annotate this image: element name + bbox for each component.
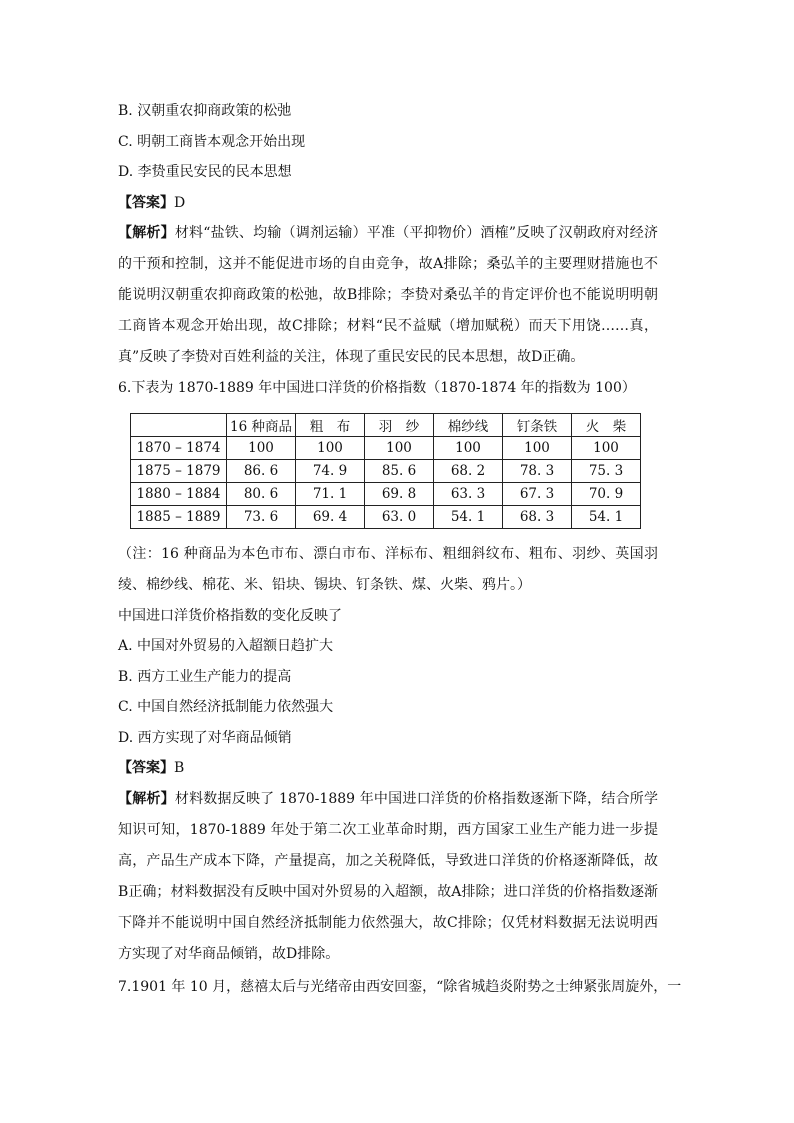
table-header-cell: 16 种商品 — [227, 413, 296, 436]
q5-option-c: C. 明朝工商皆本观念开始出现 — [118, 133, 306, 150]
table-cell: 100 — [227, 436, 296, 459]
answer-tag: 【答案】 — [118, 194, 174, 211]
table-cell: 69. 4 — [296, 505, 365, 528]
q6-analysis — [118, 784, 658, 970]
table-cell: 73. 6 — [227, 505, 296, 528]
q6-option-d: D. 西方实现了对华商品倾销 — [118, 729, 292, 746]
table-row — [131, 505, 641, 528]
table-cell: 74. 9 — [296, 459, 365, 482]
table-cell: 78. 3 — [503, 459, 572, 482]
analysis-text: 材料“盐铁、均输（调剂运输）平准（平抑物价）酒榷”反映了汉朝政府对经济的干预和控制，这并不能促进市场的自由竞争，故A排除；桑弘羊的主要理财措施也不能说明汉朝重农抑商政策的松弛，故B排除；李贽对桑弘羊的肯定评价也不能说明明朝工商皆本观念开始出现，故C排除；材料“民不益赋（增加赋税）而天下用饶……真，真”反映了李贽对百姓利益的关注，体现了重民安民的民本思想，故D正确。 — [118, 225, 659, 365]
table-cell: 1880 – 1884 — [131, 482, 227, 505]
table-cell: 1885 – 1889 — [131, 505, 227, 528]
table-cell: 54. 1 — [434, 505, 503, 528]
answer-value: B — [174, 760, 185, 776]
q6-option-b: B. 西方工业生产能力的提高 — [118, 668, 292, 685]
table-cell: 70. 9 — [572, 482, 641, 505]
table-cell: 63. 0 — [365, 505, 434, 528]
table-cell: 63. 3 — [434, 482, 503, 505]
q5-analysis — [118, 218, 658, 373]
table-header-row — [131, 413, 641, 436]
table-cell: 67. 3 — [503, 482, 572, 505]
table-header-cell: 火 柴 — [572, 413, 641, 436]
analysis-tag: 【解析】 — [118, 790, 175, 807]
table-header-cell: 粗 布 — [296, 413, 365, 436]
q5-option-b: B. 汉朝重农抑商政策的松弛 — [118, 103, 292, 119]
answer-value: D — [174, 194, 186, 211]
table-cell: 100 — [572, 436, 641, 459]
table-header-cell — [131, 413, 227, 436]
table-cell: 100 — [503, 436, 572, 459]
table-row — [131, 436, 641, 459]
table-cell: 100 — [365, 436, 434, 459]
q5-option-d: D. 李贽重民安民的民本思想 — [118, 164, 292, 180]
table-cell: 75. 3 — [572, 459, 641, 482]
q6-option-c: C. 中国自然经济抵制能力依然强大 — [118, 699, 334, 715]
table-cell: 85. 6 — [365, 459, 434, 482]
table-header-cell: 棉纱线 — [434, 413, 503, 436]
q6-question: 中国进口洋货价格指数的变化反映了 — [118, 607, 342, 624]
table-cell: 80. 6 — [227, 482, 296, 505]
document-page — [118, 96, 682, 1002]
table-header-cell: 羽 纱 — [365, 413, 434, 436]
q6-stem: 6.下表为 1870-1889 年中国进口洋货的价格指数（1870-1874 年的指数为 100） — [118, 380, 636, 396]
table-cell: 86. 6 — [227, 459, 296, 482]
answer-tag: 【答案】 — [118, 760, 174, 776]
table-cell: 100 — [296, 436, 365, 459]
table-header-cell: 钉条铁 — [503, 413, 572, 436]
analysis-tag: 【解析】 — [118, 225, 175, 241]
q7-stem: 7.1901 年 10 月，慈禧太后与光绪帝由西安回銮，“除省城趋炎附势之士绅紧张周旋外，一 — [118, 978, 682, 995]
table-cell: 68. 2 — [434, 459, 503, 482]
table-cell: 71. 1 — [296, 482, 365, 505]
q5-answer — [118, 188, 658, 219]
table-cell: 1875 – 1879 — [131, 459, 227, 482]
table-cell: 68. 3 — [503, 505, 572, 528]
analysis-text: 材料数据反映了 1870-1889 年中国进口洋货的价格指数逐渐下降，结合所学知识可知，1870-1889 年处于第二次工业革命时期，西方国家工业生产能力进一步提高，产品生产成本下降，产量提高，加之关税降低，导致进口洋货的价格逐渐降低，故B正确；材料数据没有反映中国对外贸易的入超额，故A排除；进口洋货的价格指数逐渐下降并不能说明中国自然经济抵制能力依然强大，故C排除；仅凭材料数据无法说明西方实现了对华商品倾销，故D排除。 — [118, 790, 659, 962]
table-cell: 54. 1 — [572, 505, 641, 528]
table-cell: 1870 – 1874 — [131, 436, 227, 459]
table-row — [131, 459, 641, 482]
table-cell: 100 — [434, 436, 503, 459]
price-index-table — [130, 413, 641, 529]
q6-option-a: A. 中国对外贸易的入超额日趋扩大 — [118, 638, 334, 654]
q6-answer — [118, 753, 658, 784]
table-note: （注：16 种商品为本色市布、漂白市布、洋标布、粗细斜纹布、粗布、羽纱、英国羽绫、棉纱线、棉花、米、铅块、锡块、钉条铁、煤、火柴、鸦片。） — [118, 545, 658, 593]
table-cell: 69. 8 — [365, 482, 434, 505]
table-row — [131, 482, 641, 505]
